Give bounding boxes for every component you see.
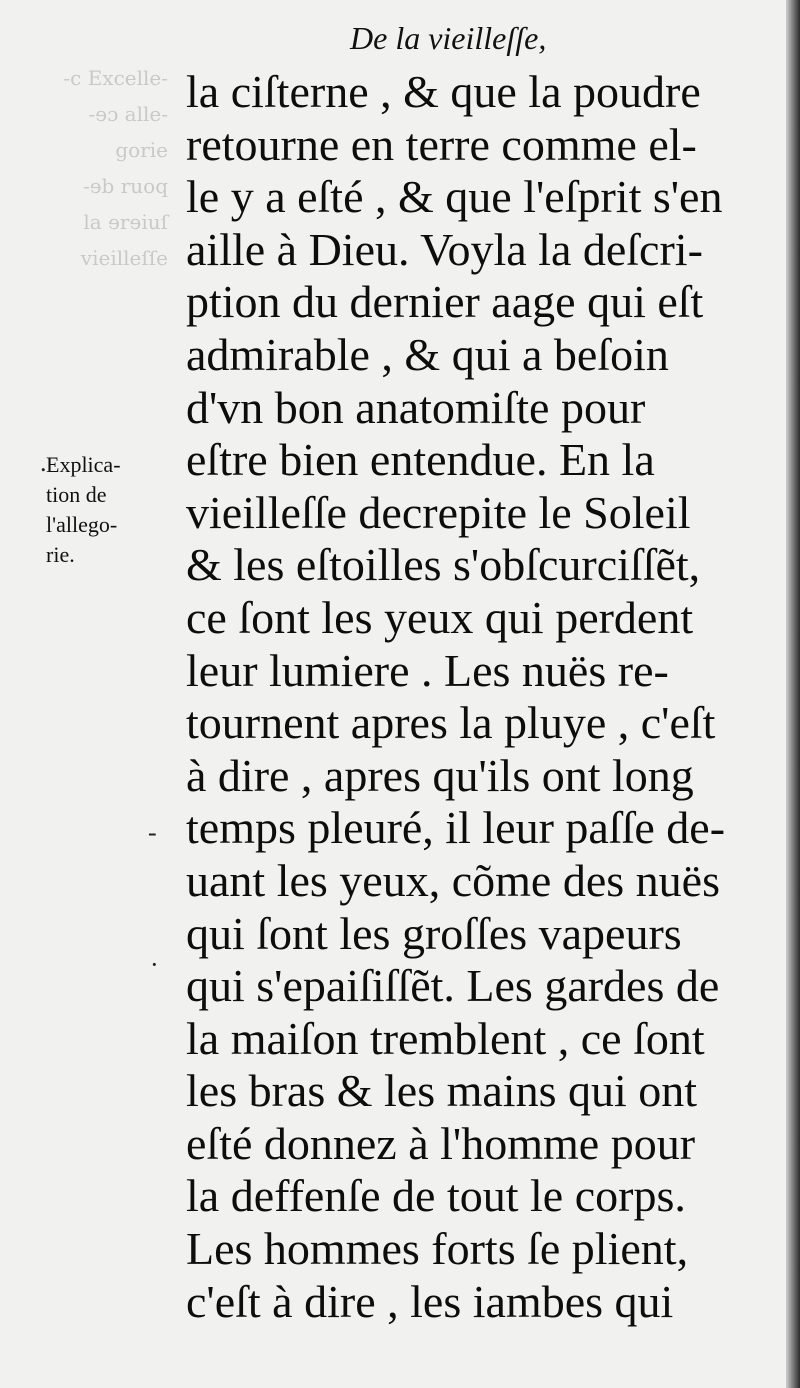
text-line: eſtre bien entendue. En la <box>186 434 655 486</box>
text-line: leur lumiere . Les nuës re- <box>186 644 669 696</box>
marginal-mark: · <box>150 950 159 979</box>
marginal-note <box>46 450 178 570</box>
text-line: eſté donnez à l'homme pour <box>186 1117 696 1169</box>
text-line: Les hommes forts ſe plient, <box>186 1223 689 1275</box>
marginal-mark: - <box>148 818 157 847</box>
text-line: tournent apres la pluye , c'eſt <box>186 697 716 749</box>
text-line: vieilleſſe decrepite le Soleil <box>186 486 691 538</box>
text-line: le y a eſté , & que l'eſprit s'en <box>186 171 723 223</box>
text-line: & les eſtoilles s'obſcurciſſẽt, <box>186 539 701 591</box>
text-line: aille à Dieu. Voyla la deſcri- <box>186 223 703 275</box>
show-through-line: vieilleſſe <box>80 246 168 270</box>
show-through-line: la ɘrɘiuſ <box>83 210 168 234</box>
marginal-mark: . <box>40 448 47 477</box>
text-line: temps pleuré, il leur paſſe de- <box>186 802 726 854</box>
show-through-line: -c Excelle- <box>63 66 168 90</box>
text-line: ption du dernier aage qui eſt <box>186 276 704 328</box>
show-through-line: gorie <box>115 138 168 162</box>
marginal-note-line: Explica- <box>46 452 121 477</box>
text-line: qui s'epaiſiſſẽt. Les gardes de <box>186 960 720 1012</box>
show-through-line: -ɘɔ alle- <box>88 102 168 126</box>
marginal-note-line: l'allego- <box>46 512 118 537</box>
text-line: à dire , apres qu'ils ont long <box>186 749 694 801</box>
body-text <box>186 66 766 1328</box>
running-header: De la vieilleſſe, <box>350 20 547 56</box>
text-line: qui ſont les groſſes vapeurs <box>186 907 682 959</box>
text-line: d'vn bon anatomiſte pour <box>186 381 646 433</box>
text-line: la maiſon tremblent , ce ſont <box>186 1012 705 1064</box>
text-line: uant les yeux, cõme des nuës <box>186 854 720 906</box>
marginal-note-line: rie. <box>46 542 75 567</box>
text-line: c'eſt à dire , les iambes qui <box>186 1275 674 1327</box>
page-edge <box>786 0 800 1388</box>
text-line: la ciſterne , & que la poudre <box>186 66 701 117</box>
marginal-note-line: tion de <box>46 482 107 507</box>
show-through-text <box>18 60 168 276</box>
text-line: admirable , & qui a beſoin <box>186 328 669 380</box>
text-line: la deffenſe de tout le corps. <box>186 1170 686 1222</box>
text-line: ce ſont les yeux qui perdent <box>186 591 694 643</box>
text-line: les bras & les mains qui ont <box>186 1065 698 1117</box>
text-line: retourne en terre comme el- <box>186 118 697 170</box>
show-through-line: -ɘb ruoq <box>82 174 168 198</box>
